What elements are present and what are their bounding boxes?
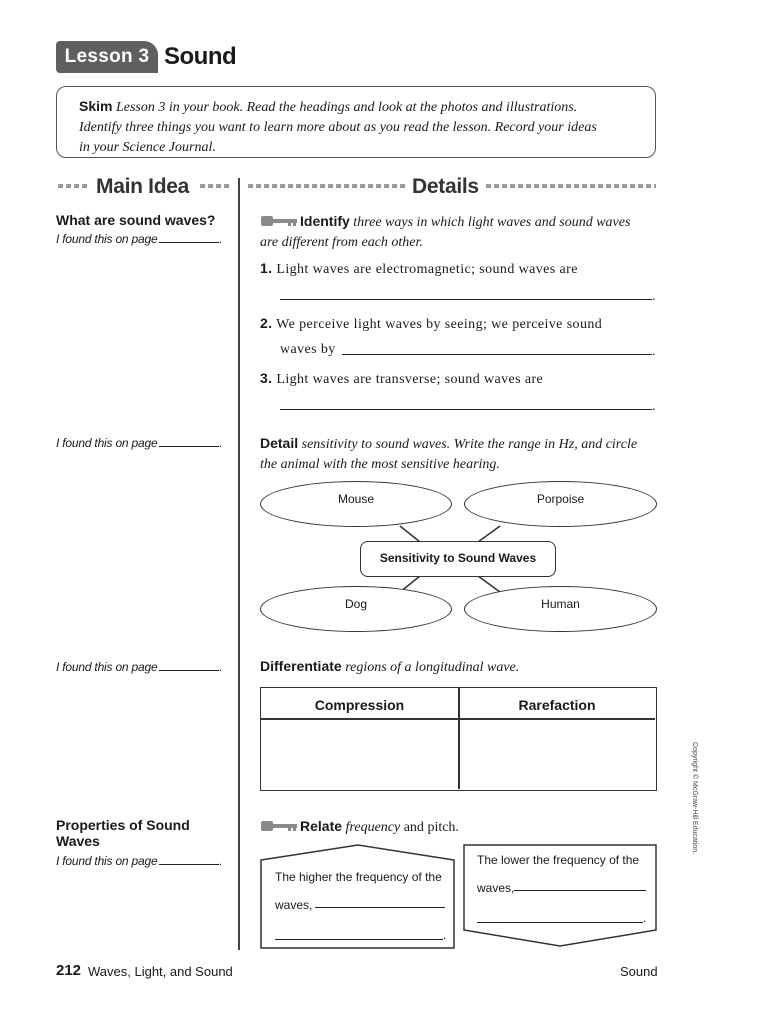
compression-rarefaction-table: [260, 687, 657, 791]
found-on-page-2: I found this on page .: [56, 436, 223, 450]
detail-prompt: Detail sensitivity to sound waves. Write the range in Hz, and circle the animal with the most sensitive hearing.: [260, 435, 638, 472]
footer-lesson-title: Sound: [620, 964, 658, 979]
identify-item-2: 2. We perceive light waves by seeing; we perceive sound: [260, 315, 603, 332]
ellipse-mouse[interactable]: Mouse: [260, 481, 452, 527]
page-blank-1[interactable]: [159, 242, 219, 243]
rarefaction-answer-cell[interactable]: [461, 721, 653, 787]
identify-item-2-cont: waves by: [280, 342, 336, 357]
identify-item-3: 3. Light waves are transverse; sound waves are: [260, 370, 544, 387]
differentiate-prompt: Differentiate regions of a longitudinal wave.: [260, 658, 520, 675]
details-header: Details: [412, 175, 479, 198]
skim-text-2: Identify three things you want to learn more about as you read the lesson. Record your ideas: [79, 120, 597, 135]
page-number: 212: [56, 962, 82, 979]
found-on-page-1: I found this on page .: [56, 232, 223, 246]
lower-frequency-text: The lower the frequency of the: [477, 853, 640, 867]
compression-answer-cell[interactable]: [263, 721, 456, 787]
skim-text-3: in your Science Journal.: [79, 140, 216, 155]
details-dots-right: [486, 184, 656, 188]
higher-frequency-text: The higher the frequency of the: [275, 870, 442, 884]
copyright: Copyright © McGraw-Hill Education.: [691, 742, 698, 855]
ellipse-human[interactable]: Human: [464, 586, 657, 632]
table-header-compression: Compression: [314, 697, 405, 713]
identify-label: Identify: [300, 213, 350, 229]
details-dots-left: [248, 184, 406, 188]
skim-box: [56, 86, 656, 158]
detail-label: Detail: [260, 435, 299, 451]
main-idea-dots-right: [200, 184, 232, 188]
page-blank-3[interactable]: [159, 670, 219, 671]
lower-waves-label: waves,: [477, 881, 515, 895]
main-idea-header: Main Idea: [96, 175, 189, 198]
higher-answer-line-1[interactable]: [315, 907, 445, 908]
ellipse-dog[interactable]: Dog: [260, 586, 452, 632]
table-header-rarefaction: Rarefaction: [518, 697, 596, 713]
page-blank-4[interactable]: [159, 864, 219, 865]
differentiate-label: Differentiate: [260, 658, 342, 674]
answer-line-1[interactable]: [280, 299, 652, 300]
lower-answer-line-1[interactable]: [514, 890, 646, 891]
concept-map-center: Sensitivity to Sound Waves: [360, 541, 556, 577]
skim-label: Skim: [79, 98, 113, 114]
relate-label: Relate: [300, 818, 343, 834]
found-on-page-4: I found this on page .: [56, 854, 223, 868]
identify-item-1: 1. Light waves are electromagnetic; sound waves are: [260, 260, 578, 277]
main-idea-question-4: Properties of Sound Waves: [56, 817, 190, 849]
found-on-page-3: I found this on page .: [56, 660, 223, 674]
answer-line-3[interactable]: [280, 409, 652, 410]
unit-title: Waves, Light, and Sound: [88, 964, 233, 979]
skim-text-1: Lesson 3 in your book. Read the headings and look at the photos and illustrations.: [112, 100, 578, 115]
lesson-title: Sound: [164, 43, 237, 70]
key-icon: [260, 819, 298, 833]
relate-prompt: Relate frequency and pitch.: [260, 816, 459, 838]
main-idea-question-1: What are sound waves?: [56, 212, 216, 228]
ellipse-porpoise[interactable]: Porpoise: [464, 481, 657, 527]
identify-prompt: Identify three ways in which light waves and sound waves are different from each other.: [260, 213, 631, 250]
key-icon: [260, 214, 298, 228]
column-divider: [238, 178, 240, 950]
higher-answer-line-2[interactable]: [275, 939, 443, 940]
lower-answer-line-2[interactable]: [477, 922, 643, 923]
page-blank-2[interactable]: [159, 446, 219, 447]
answer-line-2[interactable]: [342, 354, 652, 355]
lesson-tab: Lesson 3: [56, 41, 158, 73]
higher-waves-label: waves,: [275, 898, 313, 912]
main-idea-dots-left: [58, 184, 90, 188]
